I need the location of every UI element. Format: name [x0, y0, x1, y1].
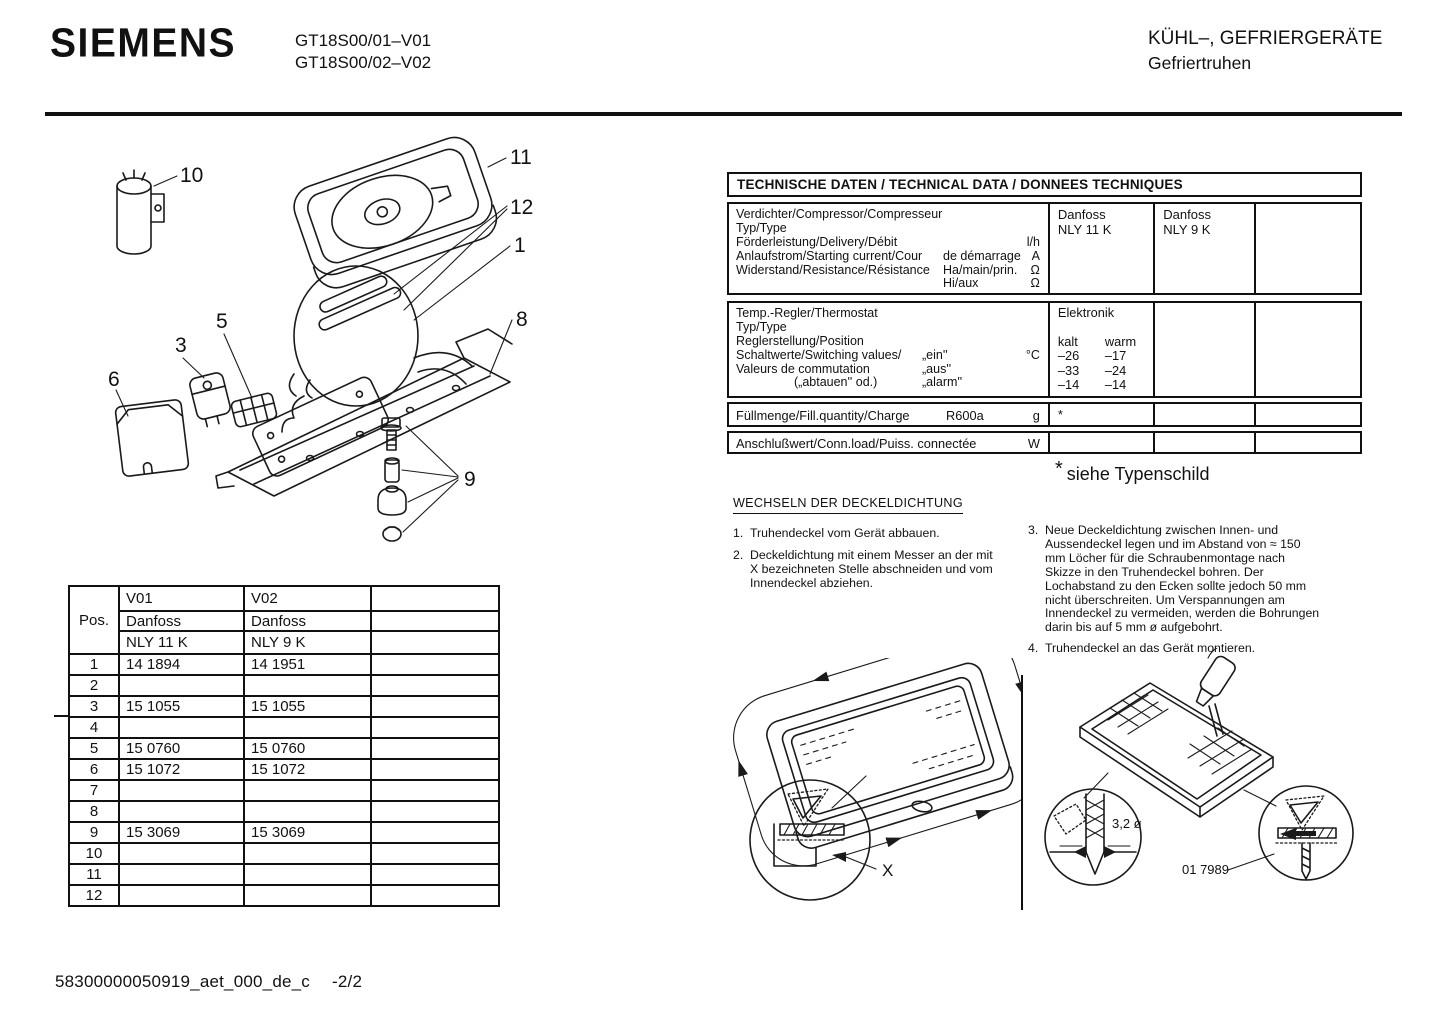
compressor-value-v02: Danfoss NLY 9 K	[1155, 204, 1255, 293]
cell-v02: 15 1055	[244, 696, 371, 717]
thermostat-block	[727, 301, 1362, 398]
cell-v01: 15 1072	[119, 759, 244, 780]
lid-gasket-illustration	[730, 658, 1022, 920]
cell-pos: 7	[69, 780, 119, 801]
callout-3: 3	[175, 334, 187, 357]
table-row	[69, 843, 499, 864]
pos-header: Pos.	[69, 586, 119, 654]
cell-extra	[371, 738, 499, 759]
cell-v02	[244, 801, 371, 822]
cell-v01	[119, 675, 244, 696]
cell-v02: 15 1072	[244, 759, 371, 780]
instruction-step-3: 3. Neue Deckeldichtung zwischen Innen- und Aussendeckel legen und im Abstand von ≈ 150 mm Löcher für die Schraubenmontage nach Skizze in den Truhendeckel bohren. Der Lochabstand zu den Ecken sollte jedoch 50 mm nicht überschreiten. Um Verspannungen am Innendeckel zu vermeiden, werden die Bohrungen darin bis auf 5 mm ø aufgebohrt.	[1028, 523, 1320, 635]
category-title	[1148, 27, 1382, 75]
compressor-value-empty	[1256, 204, 1360, 293]
parts-table	[68, 585, 500, 907]
fill-quantity-empty-2	[1256, 404, 1360, 425]
cell-extra	[371, 696, 499, 717]
part-number-label: 01 7989	[1182, 862, 1229, 877]
type-plate-footnote: * siehe Typenschild	[1055, 458, 1210, 484]
cell-pos: 10	[69, 843, 119, 864]
table-row	[69, 696, 499, 717]
scan-line-artifact	[54, 715, 70, 717]
siemens-logo: SIEMENS	[50, 21, 237, 66]
callout-11: 11	[510, 146, 532, 169]
lid-drilling-illustration	[1038, 648, 1442, 932]
footer-doc-id: 58300000050919_aet_000_de_c	[55, 972, 310, 991]
cell-extra	[371, 822, 499, 843]
instructions-right-column	[1028, 524, 1324, 656]
cell-v02	[244, 843, 371, 864]
fill-quantity-value: *	[1050, 404, 1155, 425]
callout-8: 8	[516, 308, 528, 331]
cell-v01	[119, 885, 244, 906]
cell-v01	[119, 780, 244, 801]
technical-data-table	[727, 172, 1362, 454]
cell-v02: 14 1951	[244, 654, 371, 675]
instruction-step-2: 2. Deckeldichtung mit einem Messer an der mit X bezeichneten Stelle abschneiden und vom Innendeckel abziehen.	[733, 547, 993, 590]
cell-extra	[371, 654, 499, 675]
instruction-step-1: 1. Truhendeckel vom Gerät abbauen.	[733, 526, 940, 540]
callout-10: 10	[180, 164, 204, 187]
table-row	[69, 654, 499, 675]
compressor-value-v01: Danfoss NLY 11 K	[1050, 204, 1155, 293]
cell-pos: 6	[69, 759, 119, 780]
table-row	[69, 759, 499, 780]
cell-pos: 2	[69, 675, 119, 696]
cell-pos: 5	[69, 738, 119, 759]
footer	[55, 972, 362, 992]
cell-v02	[244, 885, 371, 906]
col-subheader-v01: Danfoss	[119, 611, 244, 631]
col-header-empty	[371, 586, 499, 611]
parts-table-body	[69, 654, 499, 906]
connected-load-block	[727, 431, 1362, 454]
callout-12: 12	[510, 196, 534, 219]
exploded-parts-diagram	[58, 128, 578, 580]
callout-1: 1	[514, 234, 526, 257]
thermostat-values: Elektronik kalt warm –26 –17 –33 –24 –14 –14	[1050, 303, 1155, 396]
table-row	[69, 780, 499, 801]
compressor-labels: Verdichter/Compressor/Compresseur Typ/Type Förderleistung/Delivery/Débit l/h Anlaufstrom/Starting current/Cour de démarrage A Widerstand/Resistance/Résistance Ha/main/prin. Ω Hi/aux Ω	[729, 204, 1050, 293]
cell-v02	[244, 864, 371, 885]
cell-v01: 15 0760	[119, 738, 244, 759]
category-line-1: KÜHL–, GEFRIERGERÄTE	[1148, 28, 1383, 49]
col-subheader-v02: Danfoss	[244, 611, 371, 631]
col-header-v02: V02	[244, 586, 371, 611]
cell-v02: 15 0760	[244, 738, 371, 759]
cell-extra	[371, 885, 499, 906]
connected-load-value	[1050, 433, 1155, 452]
cell-extra	[371, 801, 499, 822]
category-line-2: Gefriertruhen	[1148, 53, 1252, 73]
cell-extra	[371, 843, 499, 864]
cell-extra	[371, 675, 499, 696]
cell-extra	[371, 864, 499, 885]
cell-v02	[244, 675, 371, 696]
callout-5: 5	[216, 310, 228, 333]
col-header-v01: V01	[119, 586, 244, 611]
cell-v01	[119, 843, 244, 864]
cell-v01: 15 1055	[119, 696, 244, 717]
cell-extra	[371, 717, 499, 738]
instruction-step-4: 4. Truhendeckel an das Gerät montieren.	[1028, 641, 1256, 656]
table-row	[69, 717, 499, 738]
thermostat-value-empty-2	[1256, 303, 1360, 396]
cell-pos: 4	[69, 717, 119, 738]
cell-pos: 9	[69, 822, 119, 843]
model-line-1: GT18S00/01–V01	[295, 31, 432, 50]
table-row	[69, 885, 499, 906]
cell-pos: 1	[69, 654, 119, 675]
callout-9: 9	[464, 468, 476, 491]
model-line-2: GT18S00/02–V02	[295, 53, 432, 72]
cell-v02	[244, 780, 371, 801]
illustration-divider	[1021, 675, 1023, 910]
cell-pos: 11	[69, 864, 119, 885]
tech-table-title: TECHNISCHE DATEN / TECHNICAL DATA / DONNEES TECHNIQUES	[727, 172, 1362, 197]
connected-load-empty-1	[1155, 433, 1255, 452]
cell-v01: 14 1894	[119, 654, 244, 675]
fill-quantity-empty-1	[1155, 404, 1255, 425]
table-row	[69, 738, 499, 759]
cell-v01	[119, 864, 244, 885]
thermostat-value-empty-1	[1155, 303, 1255, 396]
cell-v01: 15 3069	[119, 822, 244, 843]
parts-table-head	[69, 586, 499, 654]
connected-load-label: Anschlußwert/Conn.load/Puiss. connectée W	[729, 433, 1050, 452]
cell-extra	[371, 780, 499, 801]
col-type-v02: NLY 9 K	[244, 631, 371, 654]
instructions-heading: WECHSELN DER DECKELDICHTUNG	[733, 496, 963, 514]
cell-v02	[244, 717, 371, 738]
thermostat-labels: Temp.-Regler/Thermostat Typ/Type Reglerstellung/Position Schaltwerte/Switching values/ „ein'' °C Valeurs de commutation „aus'' („abtauen'' od.) „alarm''	[729, 303, 1050, 396]
connected-load-empty-2	[1256, 433, 1360, 452]
cell-pos: 8	[69, 801, 119, 822]
fill-quantity-block	[727, 402, 1362, 427]
drill-diameter-label: 3,2 ø	[1112, 816, 1142, 831]
cell-pos: 3	[69, 696, 119, 717]
asterisk-mark: *	[1055, 458, 1063, 480]
cut-point-label-x: X	[882, 861, 894, 880]
callout-6: 6	[108, 368, 120, 391]
table-row	[69, 822, 499, 843]
footer-page-number: -2/2	[332, 972, 363, 991]
table-row	[69, 801, 499, 822]
cell-extra	[371, 759, 499, 780]
compressor-block	[727, 202, 1362, 295]
table-row	[69, 864, 499, 885]
col-type-v01: NLY 11 K	[119, 631, 244, 654]
header-divider	[45, 112, 1402, 116]
cell-v01	[119, 717, 244, 738]
cell-pos: 12	[69, 885, 119, 906]
instructions-left-column	[733, 527, 995, 591]
model-numbers	[295, 30, 431, 74]
table-row	[69, 675, 499, 696]
cell-v01	[119, 801, 244, 822]
fill-quantity-label: Füllmenge/Fill.quantity/Charge R600a g	[729, 404, 1050, 425]
cell-v02: 15 3069	[244, 822, 371, 843]
